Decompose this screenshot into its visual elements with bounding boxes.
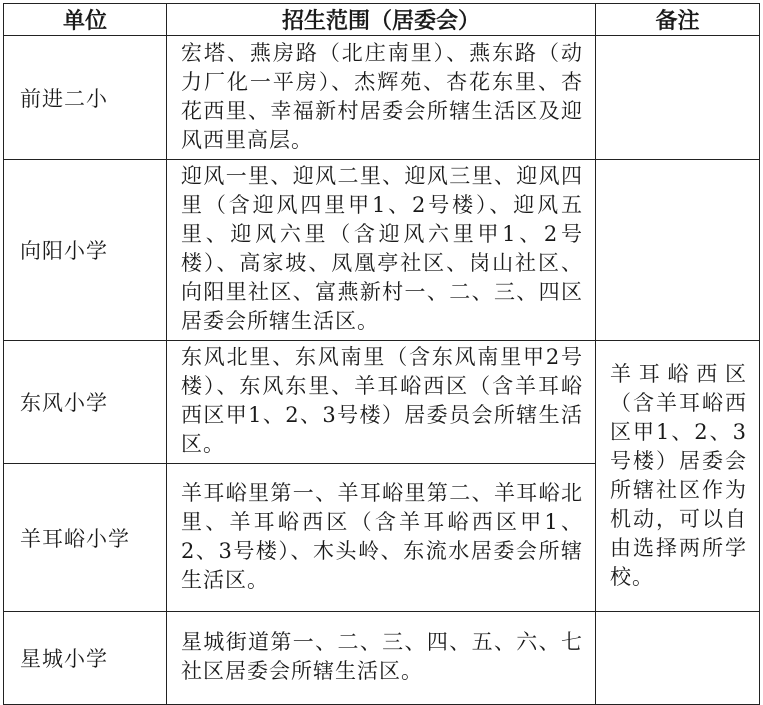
enrollment-table — [3, 3, 760, 705]
table-row — [4, 341, 760, 464]
merged-note: 羊耳峪西区（含羊耳峪西区甲1、2、3号楼）居委会所辖社区作为机动，可以自由选择两所学校。 — [596, 341, 760, 612]
school-name: 羊耳峪小学 — [4, 464, 167, 612]
note-cell — [596, 36, 760, 160]
table-row — [4, 36, 760, 160]
header-row — [4, 4, 760, 36]
header-unit: 单位 — [4, 4, 167, 36]
header-note: 备注 — [596, 4, 760, 36]
table-row — [4, 160, 760, 341]
enrollment-scope: 东风北里、东风南里（含东风南里甲2号楼）、东风东里、羊耳峪西区（含羊耳峪西区甲1、2、3号楼）居委员会所辖生活区。 — [167, 341, 596, 464]
enrollment-scope: 宏塔、燕房路（北庄南里）、燕东路（动力厂化一平房）、杰辉苑、杏花东里、杏花西里、幸福新村居委会所辖生活区及迎风西里高层。 — [167, 36, 596, 160]
enrollment-scope: 迎风一里、迎风二里、迎风三里、迎风四里（含迎风四里甲1、2号楼）、迎风五里、迎风六里（含迎风六里甲1、2号楼）、高家坡、凤凰亭社区、岗山社区、向阳里社区、富燕新村一、二、三、四区居委会所辖生活区。 — [167, 160, 596, 341]
header-scope: 招生范围（居委会） — [167, 4, 596, 36]
school-name: 前进二小 — [4, 36, 167, 160]
school-name: 星城小学 — [4, 612, 167, 705]
table-row — [4, 612, 760, 705]
enrollment-scope: 星城街道第一、二、三、四、五、六、七社区居委会所辖生活区。 — [167, 612, 596, 705]
enrollment-scope: 羊耳峪里第一、羊耳峪里第二、羊耳峪北里、羊耳峪西区（含羊耳峪西区甲1、2、3号楼）、木头岭、东流水居委会所辖生活区。 — [167, 464, 596, 612]
school-name: 向阳小学 — [4, 160, 167, 341]
note-cell — [596, 612, 760, 705]
note-cell — [596, 160, 760, 341]
school-name: 东风小学 — [4, 341, 167, 464]
